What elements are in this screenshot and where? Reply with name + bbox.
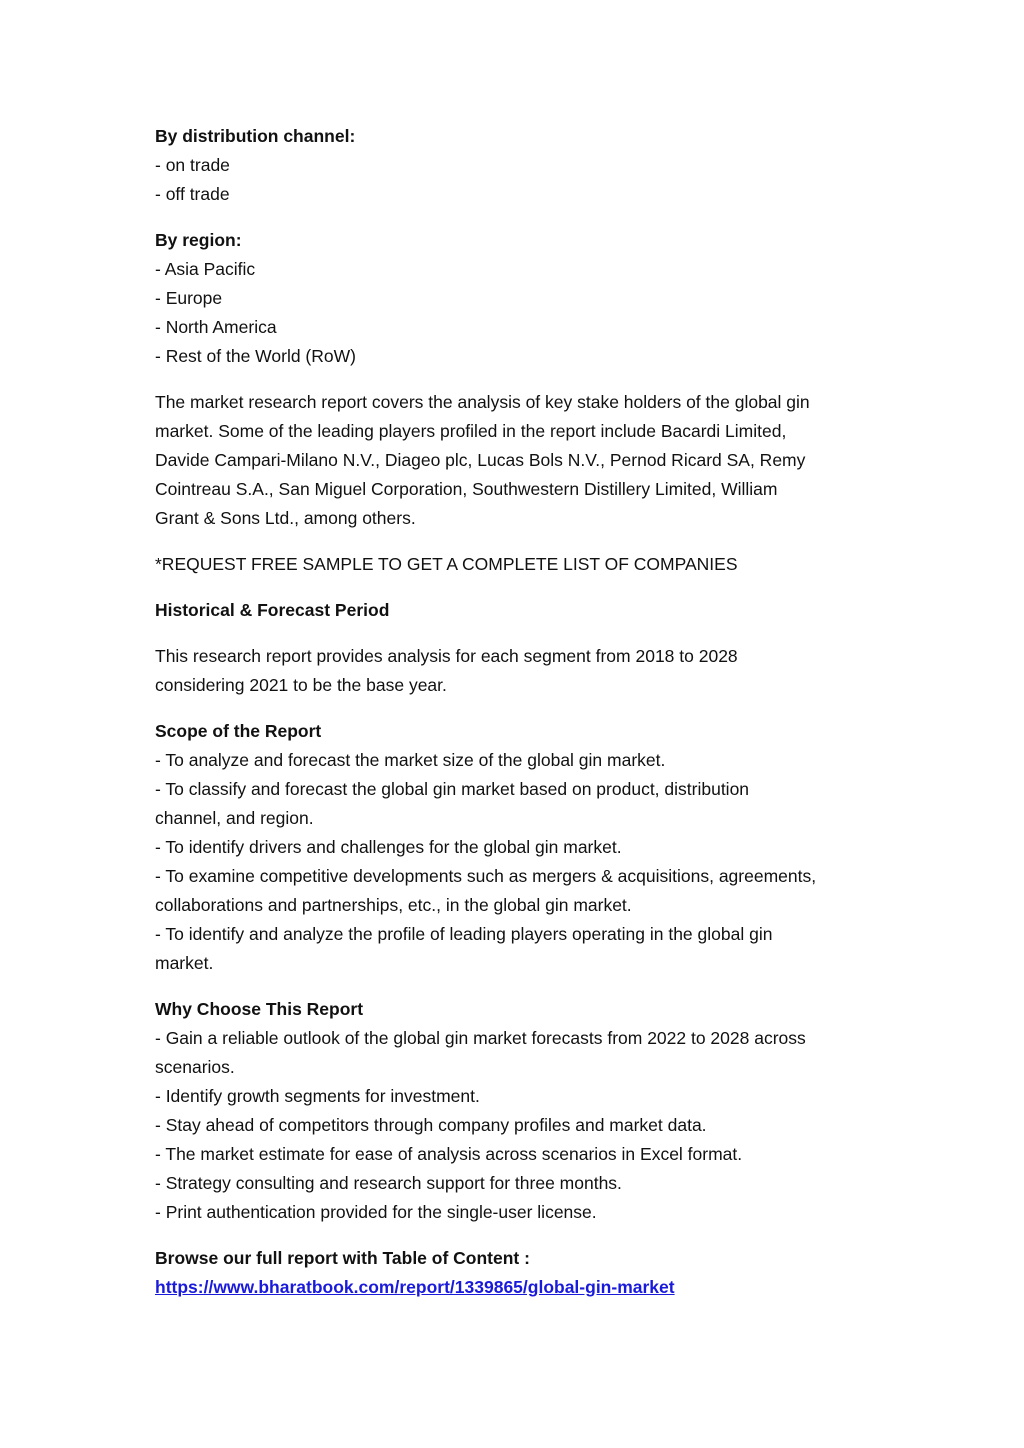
list-item: - To identify and analyze the profile of leading players operating in the global gin — [155, 924, 773, 944]
list-item: - Stay ahead of competitors through company profiles and market data. — [155, 1115, 707, 1135]
list-item: - To analyze and forecast the market size of the global gin market. — [155, 750, 666, 770]
paragraph-line: The market research report covers the analysis of key stake holders of the global gin — [155, 392, 810, 412]
browse-section — [155, 1244, 885, 1302]
list-item: - Europe — [155, 288, 223, 308]
list-item: - Print authentication provided for the single-user license. — [155, 1202, 597, 1222]
region-heading: By region: — [155, 230, 242, 250]
list-item: - Asia Pacific — [155, 259, 256, 279]
list-item: - off trade — [155, 184, 230, 204]
list-item: channel, and region. — [155, 808, 314, 828]
players-paragraph — [155, 388, 885, 533]
paragraph-line: market. Some of the leading players profiled in the report include Bacardi Limited, — [155, 421, 787, 441]
paragraph-line: This research report provides analysis for each segment from 2018 to 2028 — [155, 646, 738, 666]
paragraph-line: Grant & Sons Ltd., among others. — [155, 508, 416, 528]
distribution-channel-section — [155, 122, 885, 209]
distribution-channel-heading: By distribution channel: — [155, 126, 356, 146]
scope-heading: Scope of the Report — [155, 721, 322, 741]
why-choose-section — [155, 995, 885, 1227]
period-paragraph — [155, 642, 885, 700]
report-link[interactable]: https://www.bharatbook.com/report/1339865/global-gin-market — [155, 1277, 675, 1297]
list-item: - on trade — [155, 155, 230, 175]
list-item: collaborations and partnerships, etc., in the global gin market. — [155, 895, 632, 915]
list-item: - Strategy consulting and research support for three months. — [155, 1173, 622, 1193]
region-section — [155, 226, 885, 371]
period-heading: Historical & Forecast Period — [155, 600, 390, 620]
browse-heading: Browse our full report with Table of Content : — [155, 1248, 530, 1268]
paragraph-line: Cointreau S.A., San Miguel Corporation, Southwestern Distillery Limited, William — [155, 479, 778, 499]
list-item: - Rest of the World (RoW) — [155, 346, 356, 366]
list-item: - To identify drivers and challenges for the global gin market. — [155, 837, 622, 857]
list-item: - To classify and forecast the global gin market based on product, distribution — [155, 779, 750, 799]
list-item: scenarios. — [155, 1057, 235, 1077]
why-choose-heading: Why Choose This Report — [155, 999, 364, 1019]
list-item: - The market estimate for ease of analysis across scenarios in Excel format. — [155, 1144, 743, 1164]
period-heading-block — [155, 596, 885, 625]
request-sample-note — [155, 550, 885, 579]
paragraph-line: considering 2021 to be the base year. — [155, 675, 447, 695]
list-item: - North America — [155, 317, 277, 337]
list-item: - To examine competitive developments such as mergers & acquisitions, agreements, — [155, 866, 817, 886]
paragraph-line: Davide Campari-Milano N.V., Diageo plc, Lucas Bols N.V., Pernod Ricard SA, Remy — [155, 450, 806, 470]
document-page — [155, 122, 885, 1319]
request-sample-text: *REQUEST FREE SAMPLE TO GET A COMPLETE LIST OF COMPANIES — [155, 554, 738, 574]
list-item: market. — [155, 953, 214, 973]
list-item: - Identify growth segments for investment. — [155, 1086, 480, 1106]
scope-section — [155, 717, 885, 978]
list-item: - Gain a reliable outlook of the global gin market forecasts from 2022 to 2028 across — [155, 1028, 806, 1048]
